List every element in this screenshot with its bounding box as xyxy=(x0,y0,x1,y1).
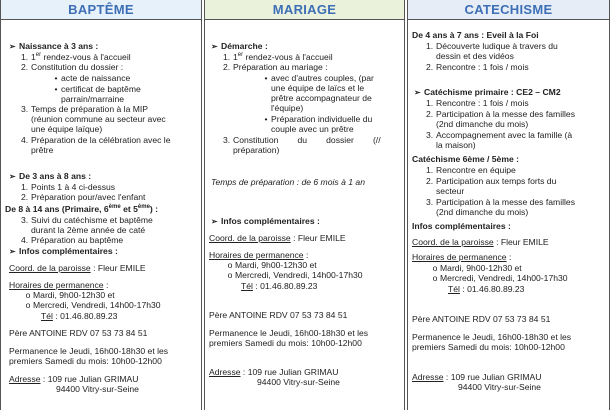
item-text: une équipe laïque) xyxy=(31,124,103,134)
coord-value: : Fleur EMILE xyxy=(90,263,146,273)
mariage-column xyxy=(204,0,405,410)
list-item: 4. Préparation au baptême xyxy=(21,235,124,245)
bullet-icon: • xyxy=(54,73,58,83)
bapteme-section-3 xyxy=(5,204,158,214)
permanence-line: Permanence le Jeudi, 16h00-18h30 et les xyxy=(412,332,572,342)
list-subitem xyxy=(261,73,374,83)
item-text: acte de naissance xyxy=(61,73,131,83)
bapteme-section-2 xyxy=(9,171,91,182)
tel-value: : 01.46.80.89.23 xyxy=(252,281,318,291)
adresse-city: 94400 Vitry-sur-Seine xyxy=(56,384,139,394)
list-subitem xyxy=(51,73,130,83)
horaires-heading xyxy=(9,280,108,290)
item-text: Mardi, 9h00-12h30 et xyxy=(33,290,115,300)
item-text: Mardi, 9h00-12h30 et xyxy=(440,263,522,273)
permanence-line: premiers Samedi du mois: 10h00-12h00 xyxy=(9,356,162,366)
section-heading: Infos complémentaires : xyxy=(412,221,511,231)
list-item: 2. Participation à la messe des familles xyxy=(426,109,575,119)
list-item: 2. Préparation au mariage : xyxy=(223,62,328,72)
item-text: durant la 2ème année de caté xyxy=(31,225,146,235)
temps-preparation: Temps de préparation : de 6 mois à 1 an xyxy=(211,177,365,187)
item-text: Mardi, 9h00-12h30 et xyxy=(235,260,317,270)
horaires-label: Horaires de permanence xyxy=(412,252,507,262)
tel-line xyxy=(41,311,117,321)
item-text: Temps de préparation à la MIP xyxy=(31,104,149,114)
item-text: prêtre accompagnateur de xyxy=(271,93,372,103)
horaires-heading xyxy=(209,250,308,260)
superscript: ème xyxy=(137,204,150,211)
list-item: 2. Constitution du dossier : xyxy=(21,62,124,72)
item-text: Rencontre : 1 fois / mois xyxy=(436,98,529,108)
item-text: Rencontre : 1 fois / mois xyxy=(436,62,529,72)
permanence-line: premiers Samedi du mois: 10h00-12h00 xyxy=(412,342,565,352)
list-item: 3. Suivi du catéchisme et baptême xyxy=(21,215,153,225)
list-subitem xyxy=(261,114,372,124)
circle-bullet-icon: o xyxy=(432,263,438,273)
item-text: secteur xyxy=(436,186,465,196)
section-heading: Catéchisme 6ème / 5ème : xyxy=(412,154,520,164)
list-item: 1. 1er rendez-vous à l'accueil xyxy=(21,52,131,62)
section-heading: Infos complémentaires : xyxy=(221,216,320,226)
item-text: Préparation au mariage : xyxy=(233,62,328,72)
tel-value: : 01.46.80.89.23 xyxy=(52,311,118,321)
list-item: 3. Accompagnement avec la famille (à xyxy=(426,130,573,140)
horaires-item xyxy=(23,300,161,310)
adresse-value: : 109 rue Julian GRIMAU xyxy=(240,367,339,377)
list-item: 1. Points 1 à 4 ci-dessus xyxy=(21,182,116,192)
arrow-bullet-icon: ➢ xyxy=(211,42,218,51)
horaires-item xyxy=(23,290,115,300)
catechisme-section-2 xyxy=(414,87,561,98)
superscript: ème xyxy=(108,204,121,211)
permanence-line: Permanence le Jeudi, 16h00-18h30 et les xyxy=(9,346,169,356)
adresse-value: : 109 rue Julian GRIMAU xyxy=(443,372,542,382)
bapteme-infos-heading xyxy=(9,246,118,257)
mariage-infos-heading xyxy=(211,216,320,227)
circle-bullet-icon: o xyxy=(227,270,233,280)
item-text: Participation à la messe des familles xyxy=(436,109,575,119)
horaires-item xyxy=(225,270,363,280)
arrow-bullet-icon: ➢ xyxy=(9,172,16,181)
coord-label: Coord. de la paroisse xyxy=(9,263,91,273)
bullet-icon: • xyxy=(264,73,268,83)
section-heading: Catéchisme primaire : CE2 – CM2 xyxy=(424,87,561,97)
coord-value: : Fleur EMILE xyxy=(493,237,549,247)
circle-bullet-icon: o xyxy=(432,273,438,283)
bapteme-title: BAPTÊME xyxy=(1,0,201,20)
adresse-line xyxy=(9,374,138,384)
list-subitem xyxy=(51,84,141,94)
item-text: Mercredi, Vendredi, 14h00-17h30 xyxy=(235,270,363,280)
adresse-value: : 109 rue Julian GRIMAU xyxy=(40,374,139,384)
bapteme-column xyxy=(0,0,202,410)
tel-label: Tél xyxy=(448,284,460,294)
item-text: préparation) xyxy=(233,145,280,155)
permanence-line: Permanence le Jeudi, 16h00-18h30 et les xyxy=(209,328,369,338)
tel-line xyxy=(241,281,317,291)
coord-label: Coord. de la paroisse xyxy=(209,233,291,243)
adresse-label: Adresse xyxy=(9,374,41,384)
item-text: Suivi du catéchisme et baptême xyxy=(31,215,153,225)
item-text: dessin et des vidéos xyxy=(436,51,514,61)
horaires-item xyxy=(430,273,568,283)
item-text: rendez-vous à l'accueil xyxy=(41,52,131,62)
pere-line: Père ANTOINE RDV 07 53 73 84 51 xyxy=(209,310,348,320)
adresse-city: 94400 Vitry-sur-Seine xyxy=(458,382,541,392)
list-item: 2. Participation aux temps forts du xyxy=(426,176,557,186)
item-text: l'équipe) xyxy=(271,103,304,113)
colon: : xyxy=(506,252,512,262)
item-text: la maison) xyxy=(436,140,476,150)
pere-line: Père ANTOINE RDV 07 53 73 84 51 xyxy=(412,314,551,324)
section-heading: Naissance à 3 ans : xyxy=(19,41,99,51)
item-text: couple avec un prêtre xyxy=(271,124,354,134)
list-item: 2. Rencontre : 1 fois / mois xyxy=(426,62,529,72)
circle-bullet-icon: o xyxy=(25,290,31,300)
item-text: Participation aux temps forts du xyxy=(436,176,557,186)
coord-value: : Fleur EMILE xyxy=(290,233,346,243)
coord-line xyxy=(9,263,146,273)
item-text: une équipe de laïcs et le xyxy=(271,83,365,93)
list-item: 4. Préparation de la célébration avec le xyxy=(21,135,171,145)
item-text: Rencontre en équipe xyxy=(436,165,516,175)
tel-label: Tél xyxy=(41,311,53,321)
adresse-line xyxy=(412,372,541,382)
tel-value: : 01.46.80.89.23 xyxy=(459,284,525,294)
section-heading: Infos complémentaires : xyxy=(19,246,118,256)
section-heading: De 4 ans à 7 ans : Eveil à la Foi xyxy=(412,30,539,40)
list-item: 2. Préparation pour/avec l'enfant xyxy=(21,192,146,202)
bullet-icon: • xyxy=(264,114,268,124)
colon: : xyxy=(103,280,109,290)
item-text: (réunion commune au secteur avec xyxy=(31,114,166,124)
list-item: 1. Rencontre : 1 fois / mois xyxy=(426,98,529,108)
bapteme-section-1 xyxy=(9,41,98,52)
coord-label: Coord. de la paroisse xyxy=(412,237,494,247)
coord-line xyxy=(412,237,549,247)
list-item: 1. Rencontre en équipe xyxy=(426,165,516,175)
item-text: Constitution du dossier (// xyxy=(233,135,381,145)
item-text: certificat de baptême xyxy=(61,84,141,94)
item-text: prêtre xyxy=(31,145,54,155)
adresse-label: Adresse xyxy=(209,367,241,377)
mariage-section-1 xyxy=(211,41,268,52)
section-heading: De 8 à 14 ans (Primaire, 6 xyxy=(5,204,109,214)
horaires-item xyxy=(225,260,317,270)
item-text: Préparation au baptême xyxy=(31,235,124,245)
horaires-item xyxy=(430,263,522,273)
circle-bullet-icon: o xyxy=(25,300,31,310)
item-text: Accompagnement avec la famille (à xyxy=(436,130,573,140)
arrow-bullet-icon: ➢ xyxy=(9,42,16,51)
catechisme-title: CATECHISME xyxy=(408,0,609,20)
item-text: Participation à la messe des familles xyxy=(436,197,575,207)
pere-line: Père ANTOINE RDV 07 53 73 84 51 xyxy=(9,328,148,338)
section-heading: Démarche : xyxy=(221,41,268,51)
item-text: avec d'autres couples, (par xyxy=(271,73,374,83)
adresse-city: 94400 Vitry-sur-Seine xyxy=(257,377,340,387)
adresse-line xyxy=(209,367,338,377)
mariage-title: MARIAGE xyxy=(205,0,404,20)
item-text: Préparation de la célébration avec le xyxy=(31,135,171,145)
circle-bullet-icon: o xyxy=(227,260,233,270)
section-heading: ) : xyxy=(149,204,159,214)
list-item: 1. Découverte ludique à travers du xyxy=(426,41,558,51)
item-text: Constitution du dossier : xyxy=(31,62,124,72)
bullet-icon: • xyxy=(54,84,58,94)
item-text: 1 xyxy=(233,52,238,62)
permanence-line: premiers Samedi du mois: 10h00-12h00 xyxy=(209,338,362,348)
item-text: parrain/marraine xyxy=(61,94,125,104)
list-item: 3. Participation à la messe des familles xyxy=(426,197,575,207)
arrow-bullet-icon: ➢ xyxy=(9,247,16,256)
tel-line xyxy=(448,284,524,294)
item-text: (2nd dimanche du mois) xyxy=(436,207,529,217)
coord-line xyxy=(209,233,346,243)
tel-label: Tél xyxy=(241,281,253,291)
item-text: rendez-vous à l'accueil xyxy=(243,52,333,62)
list-item: 3. Temps de préparation à la MIP xyxy=(21,104,149,114)
colon: : xyxy=(303,250,309,260)
arrow-bullet-icon: ➢ xyxy=(211,217,218,226)
list-item: 1. 1er rendez-vous à l'accueil xyxy=(223,52,333,62)
superscript: er xyxy=(35,52,42,59)
superscript: er xyxy=(237,52,244,59)
item-text: Points 1 à 4 ci-dessus xyxy=(31,182,116,192)
item-text: Préparation individuelle du xyxy=(271,114,373,124)
horaires-label: Horaires de permanence xyxy=(9,280,104,290)
item-text: 1 xyxy=(31,52,36,62)
horaires-heading xyxy=(412,252,511,262)
section-heading: et 5 xyxy=(120,204,138,214)
adresse-label: Adresse xyxy=(412,372,444,382)
horaires-label: Horaires de permanence xyxy=(209,250,304,260)
item-text: Découverte ludique à travers du xyxy=(436,41,558,51)
item-text: Mercredi, Vendredi, 14h00-17h30 xyxy=(440,273,568,283)
arrow-bullet-icon: ➢ xyxy=(414,88,421,97)
item-text: (2nd dimanche du mois) xyxy=(436,119,529,129)
list-item: 3. Constitution du dossier (// xyxy=(223,135,381,145)
section-heading: De 3 ans à 8 ans : xyxy=(19,171,92,181)
catechisme-column xyxy=(407,0,610,410)
item-text: Mercredi, Vendredi, 14h00-17h30 xyxy=(33,300,161,310)
item-text: Préparation pour/avec l'enfant xyxy=(31,192,146,202)
